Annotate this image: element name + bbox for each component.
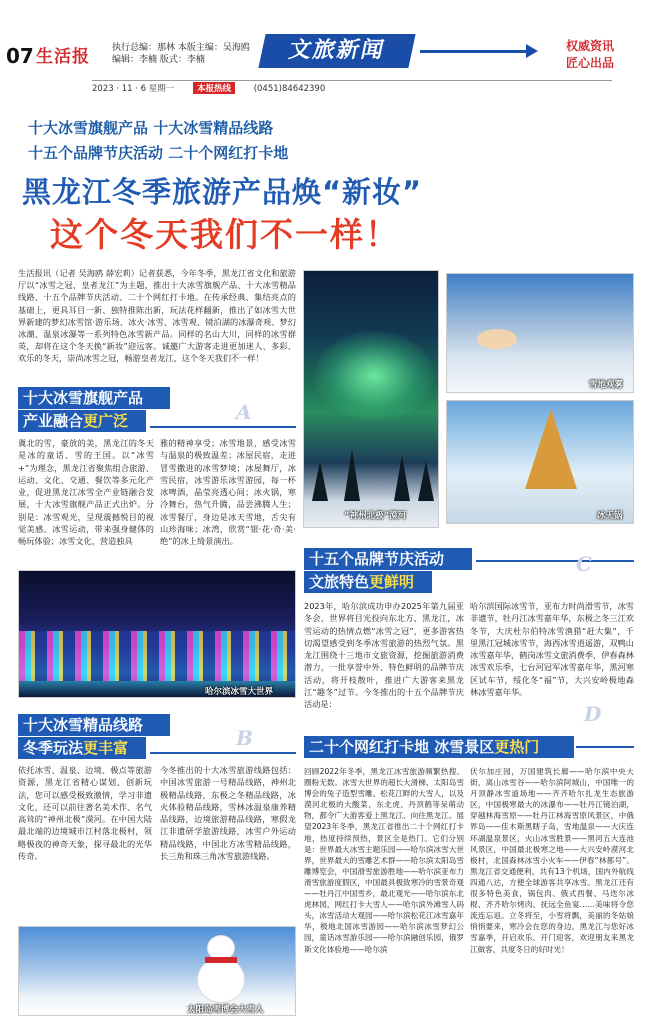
pine-tree-icon — [394, 455, 410, 501]
section-a-col1: 冀北的雪，豪放的美，黑龙江的冬天是冰的童话、雪的王国。以“冰雪+”为理念，黑龙江省聚焦组合旅游、运动、文化、交通、餐饮等多元化产业，促进黑龙江冰雪全产业链融合发展，十大冰雪旗舰产品正式出炉。分别是：冰雪观光，呈现震撼悦目的视觉美感。冰雪运动，带来强身健体的畅玩体验；冰雪文化，营造独具 — [18, 438, 154, 547]
snowman-body — [197, 957, 245, 1003]
section-b-col2: 今冬推出的十大冰雪旅游线路包括：中国冰雪旅游一号精品线路，神州北极精品线路，东极之冬精品线路，冰火体验精品线路，雪林冰温泉康养精品线路，边境旅游精品线路，寒假龙江非遗研学旅游线路，冰雪户外运动精品线路，中国北方冰雪精品线路，长三角和珠三角冰雪旅游线路。 — [160, 765, 296, 862]
section-b-highlight: 更丰富 — [83, 739, 129, 757]
column-motto — [566, 38, 614, 72]
kicker-line-1: 十大冰雪旗舰产品 十大冰雪精品线路 — [28, 119, 274, 137]
pine-tree-icon — [344, 449, 360, 501]
intro-paragraph: 生活报讯（记者 吴海鸥 薛宏莉）记者获悉，今年冬季，黑龙江省文化和旅游厅以“冰雪之冠，皇者龙江”为主题，推出十大冰雪旗舰产品、十大冰雪精品线路、十五个品牌节庆活动、二十个网红打卡地。在传承经典、集结亮点的基础上，更具耳目一新、独特推陈出新，玩法花样翻新，推出了如冰雪大世界新建的梦幻冰雪馆·游乐场、冰火·冰雪、冰雪观、镜泊湖的冰瀑奇观、梦幻冰潮、温泉冰瀑等一系列特色冰雪新产品。同样的名山大川，同样的冰雪群英，却将在这个冬天换“新妆”迎远客。诚邀广大游客走进更加迷人、多彩、欢乐的冬天，崇尚冰雪之冠，畅游皇者龙江，这个冬天我们不一样！ — [18, 268, 296, 364]
snowman-photo — [18, 926, 296, 1016]
section-b-line1: 十大冰雪精品线路 — [18, 714, 170, 736]
aurora-glow — [314, 331, 434, 421]
section-c-line1: 十五个品牌节庆活动 — [304, 548, 472, 570]
park-lights — [19, 631, 295, 681]
snowman-caption: 太阳岛雪博会大雪人 — [187, 1005, 264, 1015]
masthead — [0, 0, 654, 95]
section-b-rule — [150, 752, 296, 754]
park-caption: 哈尔滨冰雪大世界 — [205, 687, 274, 697]
hotline-number: (0451)84642390 — [253, 84, 326, 94]
section-a-line2 — [18, 410, 146, 432]
ice-caption: 冰天锅 — [597, 511, 623, 521]
staff-line-2: 编辑：李楠 版式：李楠 — [112, 55, 205, 65]
section-a-letter: A — [236, 400, 252, 424]
section-c-col2: 哈尔滨国际冰雪节，亚布力时尚滑雪节，冰雪非遗节，牡丹江冰雪嘉年华，东极之冬三江欢冬节，大庆杜尔伯特冰雪渔猎“赶大集”，千里黑江冠城冰雪节，海西冰雪逍遥游，双鸭山冰雪嘉年华，鹤岗冰雪文旅消费季，伊春森林冰雪欢乐季，七台河冠军冰雪嘉年华，黑河寒区试车节，绥化冬“福”节，大兴安岭极地森林冰雪嘉年华。 — [470, 601, 634, 698]
section-d-col2: 伏尔加庄园，万国建筑长廊——哈尔滨中央大街，离山冰雪谷——哈尔滨阿城山，中国唯一的月顶静冰雪道场地——齐齐哈尔扎龙生态旅游区，中国极寒最大的冰瀑布——牡丹江镜泊湖，穿越林海雪原——牡丹江林海雪原风景区，中俄界岛——佳木斯黑瞎子岛，雪地温泉——大庆连环湖温泉景区，火山冰雪胜景——黑河五大连池风景区，中国最北极寒之地——大兴安岭漠河北极村，北国森林冰雪小火车——伊春“林都号”。黑龙江省交通便利，共有13个机场，国内外航线四通八达，方便全球游客共享冰雪。黑龙江还有很多特色美食，锅包肉、俄式西餐、马迭尔冰棍、齐齐哈尔烤肉、抚远全鱼宴……美味将令您流连忘返。立冬将至，小雪将飘，美丽的冬姑娘悄悄要来，寒冷会在您的身边。黑龙江与您好冰雪嘉季，开启欢乐、开门迎客，欢迎朋友来黑龙江做客，共度冬日的好时光！ — [470, 767, 634, 954]
hotline-label: 本报热线 — [193, 82, 235, 94]
section-c-line2 — [304, 571, 432, 593]
paper-name: 生活报 — [36, 47, 90, 67]
section-c-line2-text: 文旅特色 — [309, 573, 370, 591]
pine-tree-icon — [312, 461, 328, 501]
ice-hotpot-photo — [446, 400, 634, 524]
section-c-rule — [476, 560, 634, 562]
section-d-col1: 回顾2022年冬季，黑龙江冰雪旅游频繁热搜、圈粉无数。冰雪大世界的超长大滑梯、太阳岛雪博会的兔子造型雪雕、松花江畔的大雪人，以及漠河北极的大酸菜、东北虎、丹顶鹤等呆萌动物，都令广大游客爱上黑龙江、向往黑龙江。展望2023年冬季，黑龙江省推出二十个网红打卡地，热度持续预热，景区全是热门。它们分别是：世界最大冰雪主题乐园——哈尔滨冰雪大世界，世界最大的雪雕艺术群——哈尔滨太阳岛雪雕博览会，中国滑雪旅游胜地——哈尔滨亚布力滑雪旅游度假区，中国最具极致寒冷的雪景奇观——牡丹江中国雪乡，最北观光——哈尔滨东北虎林园，网红打卡大雪人——哈尔滨外滩雪人码头，冰雪活动大观园——哈尔滨松花江冰雪嘉年华，极地北国冰雪游园——哈尔滨冰雪梦幻公园，童话冰雪游乐园——哈尔滨融创乐园，俄罗斯文化体验地——哈尔滨 — [304, 767, 464, 954]
section-d-line1 — [304, 736, 574, 758]
column-title: 文旅新闻 — [258, 34, 415, 68]
staff-credits — [112, 42, 250, 66]
section-b-col1: 依托冰雪、温泉、边境、极点等旅游资源，黑龙江省精心谋划、创新玩法，您可以感受极致激情，学习非遗文化，还可以前往著名美术作、名气高耸的“神州北极”漠河。在中国大陆最北端的边境城市江村落北极村，领略极夜的神奇天象，探寻最北的光华传奇。 — [18, 765, 152, 862]
pine-tree-icon — [418, 461, 434, 501]
motto-line-1: 权威资讯 — [566, 39, 615, 53]
arrow-right-icon — [526, 44, 538, 58]
section-a-heading — [18, 387, 170, 432]
motto-line-2: 匠心出品 — [566, 56, 615, 70]
arrow-line — [420, 50, 530, 53]
section-d-highlight: 更热门 — [494, 738, 540, 756]
snow-caption: 雪地观雾 — [589, 380, 624, 390]
aurora-photo — [303, 270, 439, 528]
sun-glow — [477, 329, 517, 349]
aurora-caption: “神州北极”漠河 — [344, 511, 407, 521]
section-b-heading — [18, 714, 170, 759]
section-d-letter: D — [584, 702, 602, 726]
section-d-heading — [304, 736, 574, 758]
section-b-line2-text: 冬季玩法 — [23, 739, 84, 757]
section-a-line1: 十大冰雪旗舰产品 — [18, 387, 170, 409]
dateline — [92, 80, 612, 92]
ice-world-photo — [18, 570, 296, 698]
section-c-heading — [304, 548, 472, 593]
section-c-letter: C — [576, 552, 592, 576]
section-a-line2-text: 产业融合 — [23, 412, 84, 430]
sub-headline: 这个冬天我们不一样！ — [50, 215, 400, 254]
section-c-highlight: 更鲜明 — [369, 573, 415, 591]
ice-tower — [525, 409, 577, 489]
main-headline: 黑龙江冬季旅游产品焕“新妆” — [22, 175, 423, 209]
section-c-col1: 2023年，哈尔滨成功申办2025年第九届亚冬会，世界将目光投向东北方、黑龙江，冰雪运动的热情点燃“冰雪之冠”，更多游客热切渴望感受到冬季冰雪旅游的热烈气氛。黑龙江围绕十三地市文旅资源，挖掘旅游消费潜力，一批享誉中外、特色鲜明的品牌节庆活动，将开枝散叶，推进广大游客来黑龙江“趣冬”过节。今冬推出的十五个品牌节庆活动是： — [304, 601, 464, 710]
section-a-rule — [150, 426, 296, 428]
section-a-highlight: 更广泛 — [83, 412, 129, 430]
section-a-col2: 雅的精神享受；冰雪地景，感受冰雪与温泉的极致温差；冰屋民宿，走进冒雪撒进的冰雪梦境；冰屋舞厅，冰雪民宿，冰雪游乐冰雪游园，每一杯冰啤酒，晶莹亮透心间；冰火锅，寒冷舞台，热气升腾，品尝沸腾人生；冰雪餐厅，身边是冰天雪地，舌尖有山珍海味；冰湾，欣赏“银·花·奇·美·绝”的冰上绮景演出。 — [160, 438, 296, 547]
section-d-rule — [576, 746, 634, 748]
snow-fog-photo — [446, 273, 634, 393]
staff-line-1: 执行总编：那林 本版主编：吴海鸥 — [112, 43, 250, 53]
section-b-line2 — [18, 737, 146, 759]
snowman-scarf — [205, 957, 237, 963]
section-b-letter: B — [236, 726, 253, 750]
kicker-line-2: 十五个品牌节庆活动 二十个网红打卡地 — [28, 144, 289, 162]
page-number: 07 — [6, 44, 34, 68]
issue-date: 2023 · 11 · 6 星期一 — [92, 84, 175, 94]
section-d-line1-text: 二十个网红打卡地 冰雪景区 — [309, 738, 495, 756]
